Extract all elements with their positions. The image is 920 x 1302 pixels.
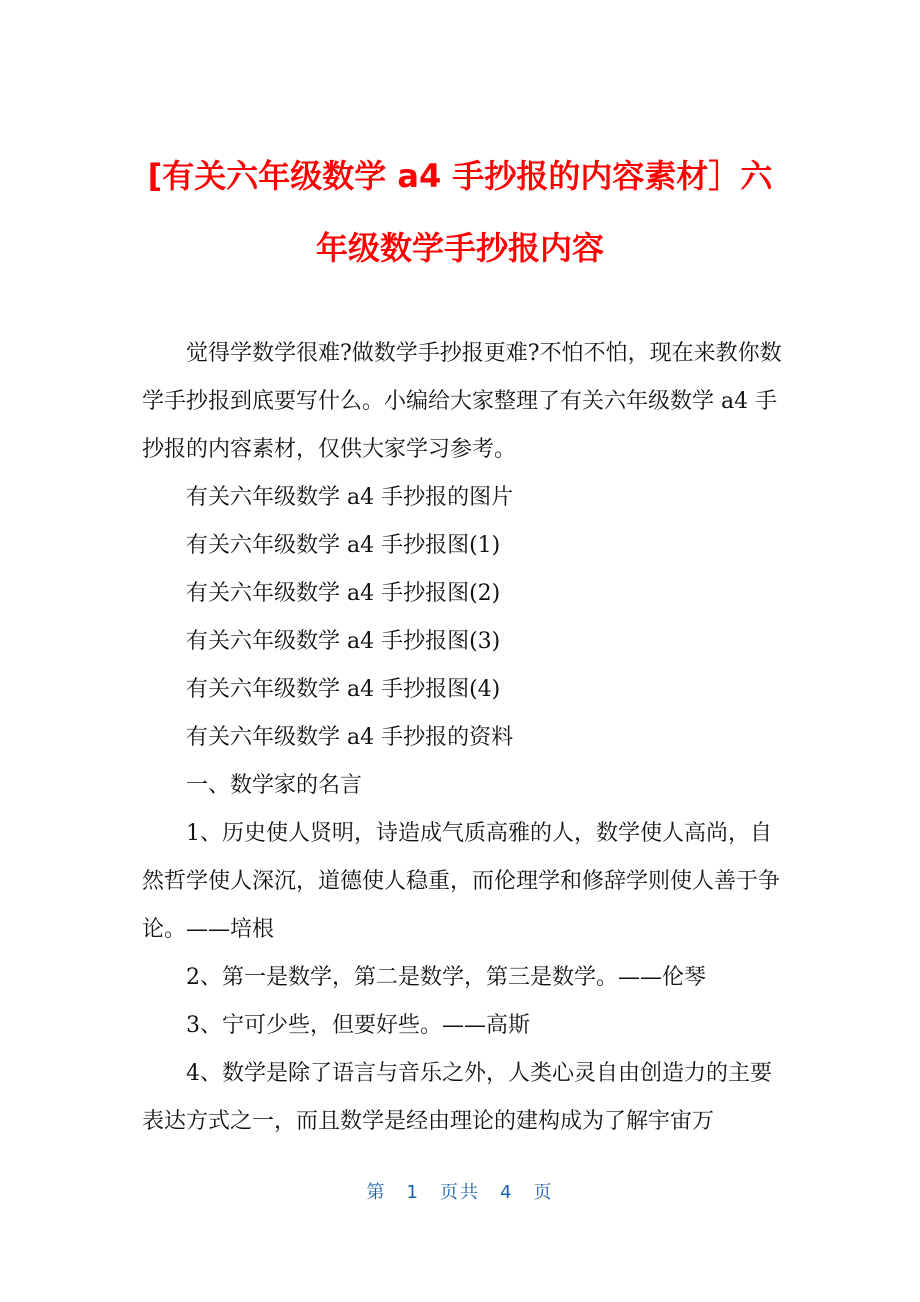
section-heading-quotes: 一、数学家的名言 xyxy=(186,773,363,798)
document-title xyxy=(120,140,800,284)
quote-3: 3、宁可少些，但要好些。——高斯 xyxy=(186,1013,530,1038)
paragraph-image-2: 有关六年级数学 a4 手抄报图(2) xyxy=(186,581,501,606)
footer-prefix: 第 xyxy=(366,1182,387,1203)
title-line-2: 年级数学手抄报内容 xyxy=(315,229,604,267)
footer-middle: 页共 xyxy=(440,1182,480,1203)
quote-2: 2、第一是数学，第二是数学，第三是数学。——伦琴 xyxy=(186,965,706,990)
paragraph-image-3: 有关六年级数学 a4 手抄报图(3) xyxy=(186,629,501,654)
title-line-1: [有关六年级数学 a4 手抄报的内容素材］六 xyxy=(147,157,773,195)
quote-4: 4、数学是除了语言与音乐之外，人类心灵自由创造力的主要表达方式之一，而且数学是经由理论的建构成为了解宇宙万 xyxy=(142,1061,772,1134)
footer-total-pages: 4 xyxy=(500,1182,514,1203)
paragraph-image-1: 有关六年级数学 a4 手抄报图(1) xyxy=(186,533,501,558)
page-footer xyxy=(0,1178,920,1204)
footer-page-number: 1 xyxy=(406,1182,420,1203)
document-body xyxy=(142,330,782,1146)
paragraph-images-heading: 有关六年级数学 a4 手抄报的图片 xyxy=(186,485,514,510)
paragraph-intro: 觉得学数学很难?做数学手抄报更难?不怕不怕，现在来教你数学手抄报到底要写什么。小编给大家整理了有关六年级数学 a4 手抄报的内容素材，仅供大家学习参考。 xyxy=(142,341,782,462)
paragraph-materials-heading: 有关六年级数学 a4 手抄报的资料 xyxy=(186,725,514,750)
paragraph-image-4: 有关六年级数学 a4 手抄报图(4) xyxy=(186,677,501,702)
quote-1: 1、历史使人贤明，诗造成气质高雅的人，数学使人高尚，自然哲学使人深沉，道德使人稳重，而伦理学和修辞学则使人善于争论。——培根 xyxy=(142,821,781,942)
footer-suffix: 页 xyxy=(533,1182,554,1203)
